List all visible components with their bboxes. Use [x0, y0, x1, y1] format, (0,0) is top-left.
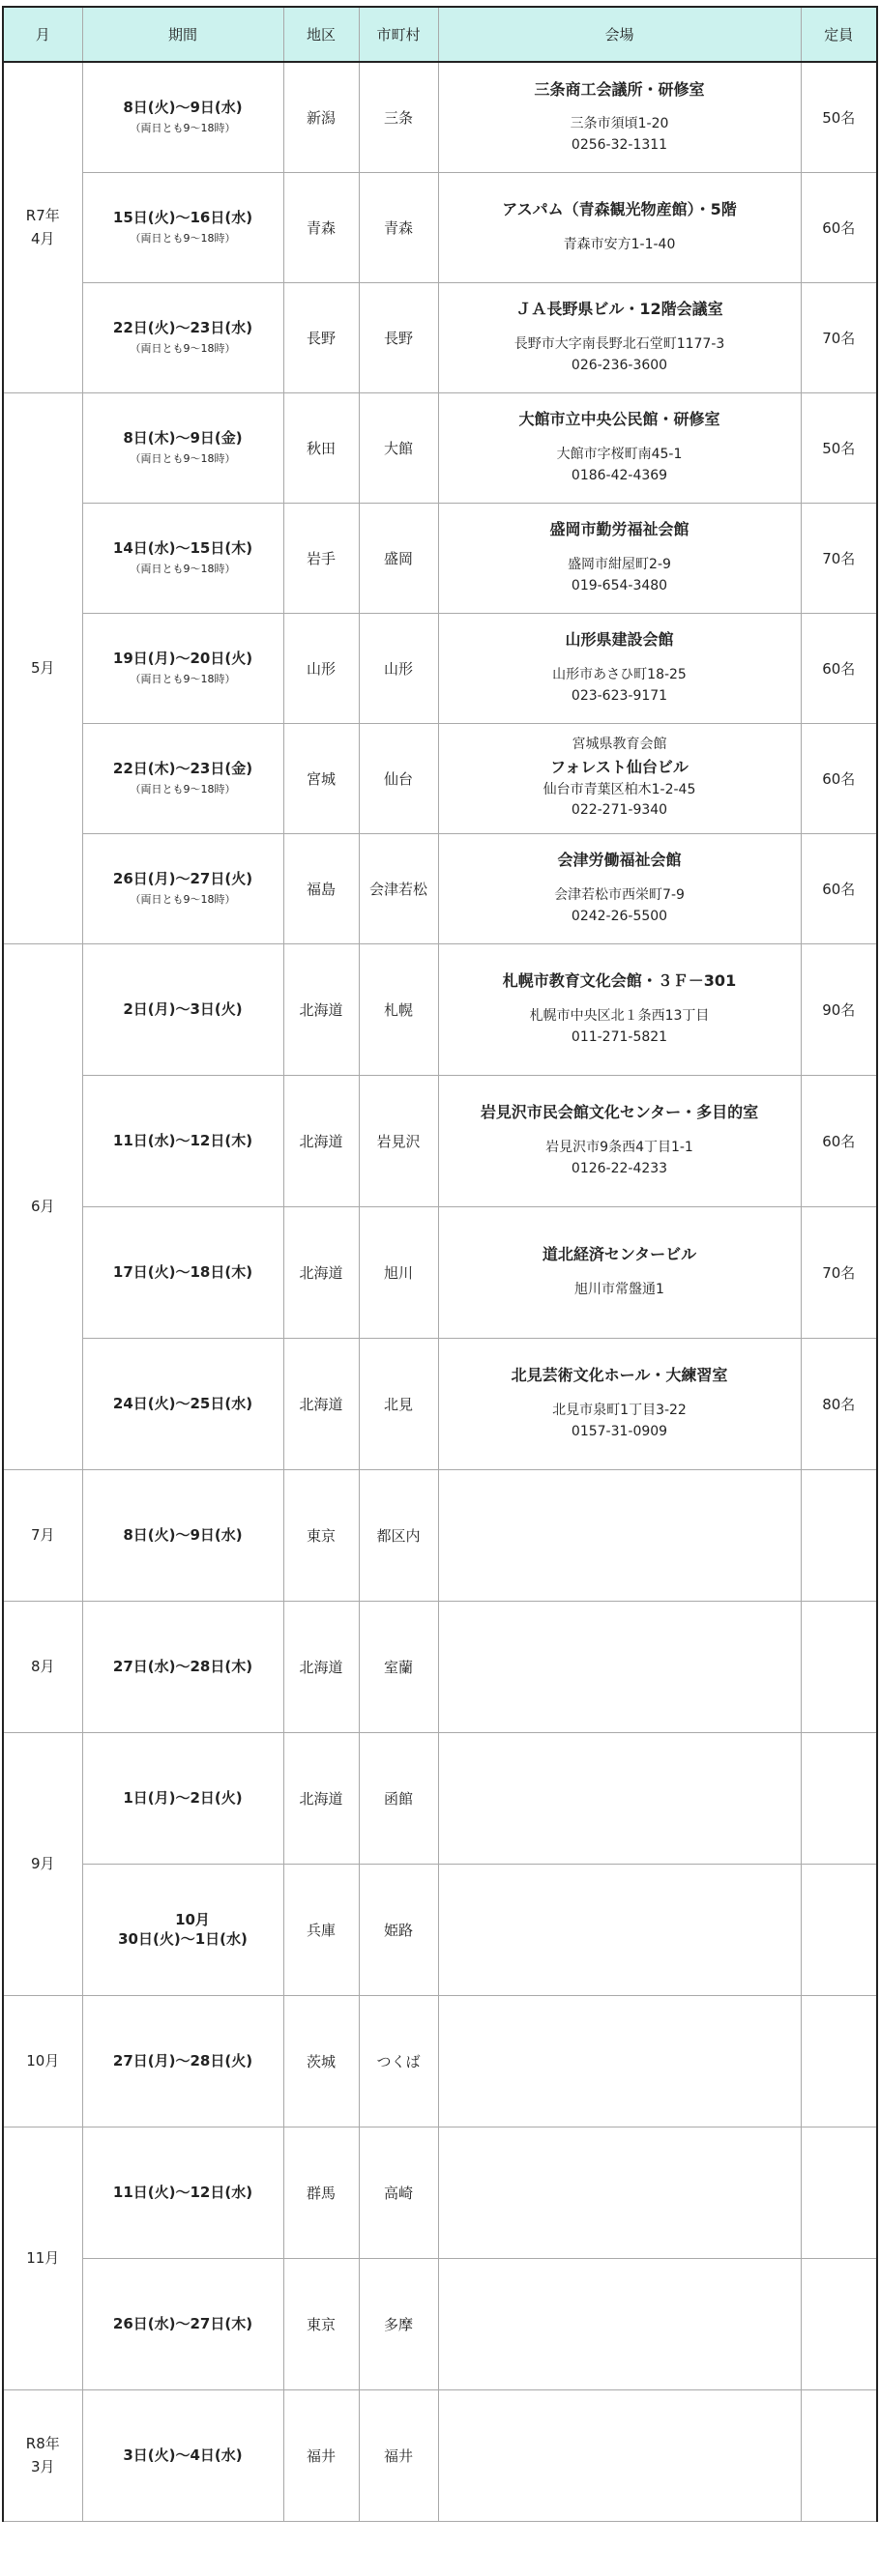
venue-name: 会津労働福祉会館 — [557, 851, 682, 870]
capacity-cell: 70名 — [801, 1206, 877, 1338]
venue-phone: 0186-42-4369 — [571, 467, 668, 483]
period-hours-note: （両日とも9～18時） — [130, 783, 236, 796]
venue-spacer — [439, 873, 801, 885]
venue-cell — [438, 1338, 801, 1469]
period-dates: 1日(月)～2日(火) — [123, 1788, 243, 1807]
header-capacity: 定員 — [801, 7, 877, 62]
region-cell: 北海道 — [283, 1601, 359, 1732]
table-row — [3, 392, 877, 503]
region-cell: 青森 — [283, 172, 359, 282]
period-dates: 24日(火)～25日(水) — [112, 1394, 253, 1412]
venue-phone: 011-271-5821 — [571, 1028, 668, 1045]
venue-cell — [438, 1469, 801, 1601]
period-dates: 11日(火)～12日(水) — [112, 2183, 253, 2201]
capacity-cell: 60名 — [801, 833, 877, 943]
venue-spacer — [439, 994, 801, 1006]
venue-cell — [438, 1995, 801, 2127]
venue-name: アスパム（青森観光物産館）・5階 — [502, 200, 737, 219]
period-hours-note: （両日とも9～18時） — [130, 342, 236, 356]
venue-phone: 023-623-9171 — [571, 687, 668, 704]
period-cell — [82, 1864, 283, 1995]
region-cell: 東京 — [283, 1469, 359, 1601]
venue-address: 北見市泉町1丁目3-22 — [552, 1403, 687, 1419]
month-cell — [3, 943, 82, 1469]
table-row — [3, 943, 877, 1075]
venue-spacer — [439, 1267, 801, 1280]
period-cell — [82, 1206, 283, 1338]
table-row — [3, 1338, 877, 1469]
venue-cell — [438, 1864, 801, 1995]
period-dates: 8日(火)～9日(水) — [123, 99, 243, 117]
period-hours-note: （両日とも9～18時） — [130, 893, 236, 907]
period-cell — [82, 1732, 283, 1864]
venue-phone: 026-236-3600 — [571, 357, 668, 373]
city-cell: 都区内 — [359, 1469, 438, 1601]
city-cell: 三条 — [359, 62, 438, 172]
month-label: R7年 — [25, 207, 60, 225]
month-label: 11月 — [26, 2249, 60, 2267]
venue-name: 道北経済センタービル — [542, 1245, 697, 1264]
capacity-cell: 50名 — [801, 392, 877, 503]
region-cell: 福井 — [283, 2389, 359, 2521]
schedule-table — [2, 6, 878, 2522]
venue-address: 青森市安方1-1-40 — [563, 237, 676, 253]
venue-name: ＪＡ長野県ビル・12階会議室 — [515, 300, 723, 319]
period-dates: 26日(月)～27日(火) — [112, 869, 253, 887]
capacity-cell: 70名 — [801, 282, 877, 392]
capacity-cell: 60名 — [801, 1075, 877, 1206]
capacity-cell: 60名 — [801, 723, 877, 833]
venue-cell — [438, 392, 801, 503]
period-dates: 2日(月)～3日(火) — [123, 999, 243, 1018]
period-cell — [82, 392, 283, 503]
venue-address: 大館市字桜町南45-1 — [556, 447, 683, 463]
table-row — [3, 2127, 877, 2258]
city-cell: つくば — [359, 1995, 438, 2127]
venue-cell — [438, 172, 801, 282]
region-cell: 福島 — [283, 833, 359, 943]
table-row — [3, 1075, 877, 1206]
city-cell: 多摩 — [359, 2258, 438, 2389]
period-hours-note: （両日とも9～18時） — [130, 232, 236, 246]
period-dates: 14日(水)～15日(木) — [112, 538, 253, 557]
region-cell: 北海道 — [283, 1075, 359, 1206]
month-cell — [3, 62, 82, 392]
venue-name: 大館市立中央公民館・研修室 — [518, 410, 720, 429]
month-label: 7月 — [30, 1526, 55, 1544]
region-cell: 茨城 — [283, 1995, 359, 2127]
month-cell — [3, 1469, 82, 1601]
venue-cell — [438, 613, 801, 723]
region-cell: 岩手 — [283, 503, 359, 613]
month-label: 9月 — [30, 1855, 55, 1872]
period-cell — [82, 2127, 283, 2258]
venue-address: 旭川市常盤通1 — [574, 1282, 664, 1298]
period-hours-note: （両日とも9～18時） — [130, 452, 236, 466]
period-cell — [82, 282, 283, 392]
period-dates: 22日(木)～23日(金) — [112, 759, 253, 777]
table-row — [3, 62, 877, 172]
venue-cell — [438, 503, 801, 613]
period-dates: 19日(月)～20日(火) — [112, 649, 253, 667]
capacity-cell — [801, 2127, 877, 2258]
venue-cell — [438, 2258, 801, 2389]
city-cell: 札幌 — [359, 943, 438, 1075]
venue-cell — [438, 62, 801, 172]
header-period: 期間 — [82, 7, 283, 62]
period-cell — [82, 2258, 283, 2389]
table-row — [3, 1864, 877, 1995]
venue-address: 盛岡市紺屋町2-9 — [568, 557, 671, 573]
table-row — [3, 723, 877, 833]
venue-name: 山形県建設会館 — [565, 630, 674, 650]
period-cell — [82, 62, 283, 172]
venue-address: 三条市須頃1-20 — [570, 116, 669, 132]
venue-cell — [438, 1601, 801, 1732]
venue-address: 仙台市青葉区柏木1-2-45 — [543, 781, 696, 797]
period-hours-note: （両日とも9～18時） — [130, 673, 236, 686]
venue-cell — [438, 2389, 801, 2521]
period-dates: 8日(木)～9日(金) — [123, 428, 243, 447]
month-label: 4月 — [30, 230, 55, 248]
capacity-cell — [801, 1601, 877, 1732]
capacity-cell: 80名 — [801, 1338, 877, 1469]
period-dates: 27日(月)～28日(火) — [112, 2051, 253, 2069]
period-cell — [82, 833, 283, 943]
region-cell: 宮城 — [283, 723, 359, 833]
month-label: 5月 — [30, 659, 55, 677]
period-dates: 27日(水)～28日(木) — [112, 1657, 253, 1675]
period-cell — [82, 1601, 283, 1732]
capacity-cell — [801, 2258, 877, 2389]
venue-phone: 0157-31-0909 — [571, 1423, 668, 1439]
city-cell: 会津若松 — [359, 833, 438, 943]
venue-address: 岩見沢市9条西4丁目1-1 — [545, 1140, 693, 1156]
period-hours-note: （両日とも9～18時） — [130, 122, 236, 135]
capacity-cell: 90名 — [801, 943, 877, 1075]
venue-phone: 0256-32-1311 — [571, 137, 668, 154]
venue-spacer — [439, 322, 801, 334]
region-cell: 北海道 — [283, 1732, 359, 1864]
period-cell — [82, 1995, 283, 2127]
venue-name: 北見芸術文化ホール・大練習室 — [511, 1366, 728, 1385]
month-cell — [3, 2127, 82, 2389]
period-cell — [82, 503, 283, 613]
region-cell: 兵庫 — [283, 1864, 359, 1995]
venue-spacer — [439, 101, 801, 114]
month-cell — [3, 1601, 82, 1732]
venue-cell — [438, 943, 801, 1075]
venue-phone: 019-654-3480 — [571, 577, 668, 593]
region-cell: 北海道 — [283, 1206, 359, 1338]
city-cell: 函館 — [359, 1732, 438, 1864]
period-cell — [82, 943, 283, 1075]
table-row — [3, 503, 877, 613]
city-cell: 姫路 — [359, 1864, 438, 1995]
header-month: 月 — [3, 7, 82, 62]
period-dates: 30日(火)～1日(水) — [118, 1930, 248, 1948]
month-label: 10月 — [26, 2052, 60, 2069]
venue-name: 札幌市教育文化会館・３Ｆ－301 — [502, 971, 737, 991]
period-cell — [82, 1338, 283, 1469]
city-cell: 福井 — [359, 2389, 438, 2521]
venue-name: 三条商工会議所・研修室 — [534, 79, 705, 99]
period-dates: 3日(火)～4日(水) — [123, 2446, 243, 2464]
month-label: 8月 — [30, 1658, 55, 1675]
period-dates: 11日(水)～12日(木) — [112, 1131, 253, 1149]
capacity-cell — [801, 1995, 877, 2127]
venue-cell — [438, 1732, 801, 1864]
capacity-cell — [801, 2389, 877, 2521]
region-cell: 東京 — [283, 2258, 359, 2389]
capacity-cell — [801, 1469, 877, 1601]
city-cell: 大館 — [359, 392, 438, 503]
period-dates: 15日(火)～16日(水) — [112, 208, 253, 226]
venue-spacer — [439, 1388, 801, 1401]
period-dates: 26日(水)～27日(木) — [112, 2314, 253, 2332]
header-city: 市町村 — [359, 7, 438, 62]
period-dates: 22日(火)～23日(水) — [112, 318, 253, 336]
venue-spacer — [439, 222, 801, 235]
venue-cell — [438, 833, 801, 943]
period-hours-note: （両日とも9～18時） — [130, 563, 236, 576]
city-cell: 旭川 — [359, 1206, 438, 1338]
capacity-cell — [801, 1864, 877, 1995]
venue-cell — [438, 1075, 801, 1206]
table-row — [3, 1732, 877, 1864]
month-label: 6月 — [30, 1198, 55, 1215]
venue-address: 会津若松市西栄町7-9 — [554, 887, 685, 904]
region-cell: 北海道 — [283, 943, 359, 1075]
venue-name: 岩見沢市民会館文化センター・多目的室 — [480, 1103, 759, 1122]
table-row — [3, 2389, 877, 2521]
table-row — [3, 613, 877, 723]
header-venue: 会場 — [438, 7, 801, 62]
header-region: 地区 — [283, 7, 359, 62]
period-cell — [82, 723, 283, 833]
city-cell: 青森 — [359, 172, 438, 282]
city-cell: 室蘭 — [359, 1601, 438, 1732]
period-cell — [82, 1469, 283, 1601]
venue-spacer — [439, 1125, 801, 1138]
table-row — [3, 1469, 877, 1601]
period-cell — [82, 2389, 283, 2521]
table-row — [3, 2258, 877, 2389]
venue-name: 盛岡市勤労福祉会館 — [549, 520, 689, 539]
region-cell: 新潟 — [283, 62, 359, 172]
city-cell: 北見 — [359, 1338, 438, 1469]
period-cell — [82, 172, 283, 282]
month-label: 3月 — [30, 2458, 55, 2475]
period-month-prefix: 10月 — [175, 1910, 210, 1928]
capacity-cell — [801, 1732, 877, 1864]
venue-spacer — [439, 652, 801, 665]
table-row — [3, 172, 877, 282]
month-cell — [3, 1995, 82, 2127]
month-cell — [3, 1732, 82, 1995]
table-row — [3, 1206, 877, 1338]
capacity-cell: 70名 — [801, 503, 877, 613]
venue-phone: 0126-22-4233 — [571, 1160, 668, 1176]
venue-phone: 022-271-9340 — [571, 802, 668, 819]
capacity-cell: 60名 — [801, 172, 877, 282]
region-cell: 山形 — [283, 613, 359, 723]
table-row — [3, 282, 877, 392]
venue-address: 札幌市中央区北１条西13丁目 — [529, 1008, 710, 1025]
table-row — [3, 1601, 877, 1732]
table-row — [3, 833, 877, 943]
venue-cell — [438, 723, 801, 833]
city-cell: 岩見沢 — [359, 1075, 438, 1206]
venue-address: 山形市あさひ町18-25 — [552, 667, 687, 683]
month-label: R8年 — [25, 2435, 60, 2452]
period-cell — [82, 613, 283, 723]
region-cell: 北海道 — [283, 1338, 359, 1469]
venue-cell — [438, 2127, 801, 2258]
venue-spacer — [439, 432, 801, 445]
venue-address: 長野市大字南長野北石堂町1177-3 — [513, 336, 725, 353]
venue-phone: 0242-26-5500 — [571, 908, 668, 924]
venue-spacer — [439, 542, 801, 555]
city-cell: 高崎 — [359, 2127, 438, 2258]
city-cell: 盛岡 — [359, 503, 438, 613]
region-cell: 秋田 — [283, 392, 359, 503]
period-cell — [82, 1075, 283, 1206]
capacity-cell: 60名 — [801, 613, 877, 723]
venue-cell — [438, 1206, 801, 1338]
period-dates: 8日(火)～9日(水) — [123, 1525, 243, 1544]
venue-cell — [438, 282, 801, 392]
city-cell: 長野 — [359, 282, 438, 392]
period-dates: 17日(火)～18日(木) — [112, 1262, 253, 1281]
region-cell: 長野 — [283, 282, 359, 392]
venue-prefix: 宮城県教育会館 — [572, 737, 667, 753]
region-cell: 群馬 — [283, 2127, 359, 2258]
city-cell: 仙台 — [359, 723, 438, 833]
table-row — [3, 1995, 877, 2127]
month-cell — [3, 2389, 82, 2521]
venue-name: フォレスト仙台ビル — [550, 757, 689, 776]
header-row — [3, 7, 877, 62]
capacity-cell: 50名 — [801, 62, 877, 172]
month-cell — [3, 392, 82, 943]
city-cell: 山形 — [359, 613, 438, 723]
